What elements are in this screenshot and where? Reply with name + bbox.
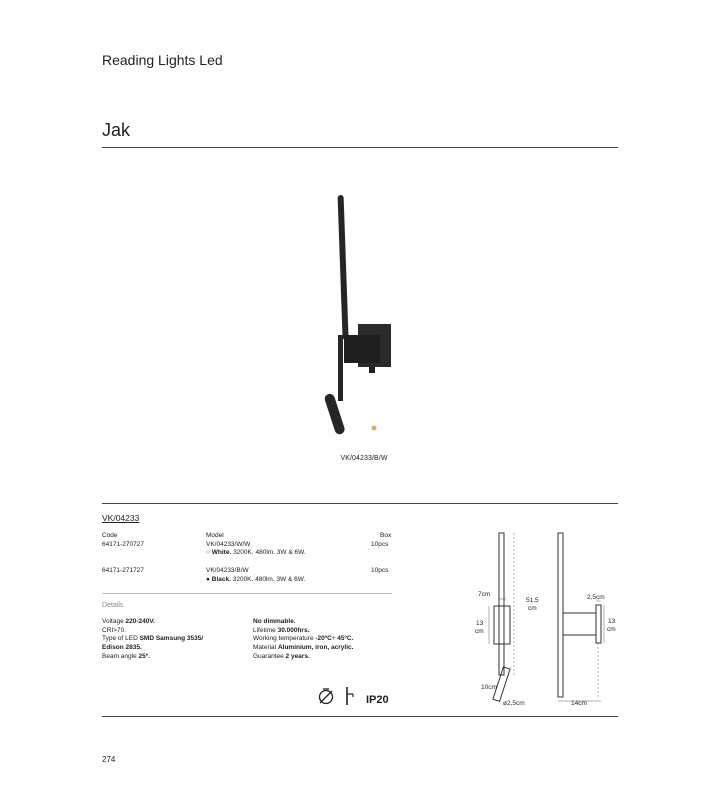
dim-height-box-unit: cm xyxy=(475,628,484,635)
led-value: SMD Samsung 3535/ xyxy=(139,635,204,643)
product-reference: VK/04233 xyxy=(102,513,140,523)
details-right xyxy=(253,618,403,662)
table-row-model: VK/04233/B/W xyxy=(206,567,249,574)
led-value-2: Edison 2835. xyxy=(102,644,142,652)
table-row-code: 64171-271727 xyxy=(102,567,144,574)
dim-diameter: ø2,5cm xyxy=(503,700,525,707)
dim-side-height-unit: cm xyxy=(607,626,616,633)
no-dimmable-icon xyxy=(316,686,336,706)
table-row-code: 64171-270727 xyxy=(102,541,144,548)
table-row-model: VK/04233/W/W xyxy=(206,541,251,548)
dim-height-total: 51,5 xyxy=(526,597,539,604)
lamp-led xyxy=(372,426,377,431)
material-label: Material xyxy=(253,644,277,652)
guarantee-value: 2 years. xyxy=(285,652,310,660)
front-view-bar xyxy=(499,533,504,675)
category-title: Reading Lights Led xyxy=(102,52,223,68)
lamp-tall-arm xyxy=(338,195,349,340)
finish-label: Black. xyxy=(211,576,231,583)
beam-value: 25º. xyxy=(138,652,150,660)
side-view-arm xyxy=(563,613,596,635)
finish-spec: 3200K. 480lm. 3W & 6W. xyxy=(232,576,306,583)
beam-label: Beam angle xyxy=(102,652,137,660)
page-number: 274 xyxy=(102,755,116,764)
voltage-label: Voltage xyxy=(102,618,124,625)
divider xyxy=(102,593,392,594)
lamp-switch xyxy=(369,367,375,373)
side-view-bar xyxy=(558,533,563,697)
wall-light-icon xyxy=(342,685,356,707)
dim-height-box: 13 xyxy=(476,620,484,627)
lifetime-value: 30.000hrs. xyxy=(277,626,310,634)
finish-label: White. xyxy=(211,549,232,556)
side-view-plate xyxy=(596,605,601,643)
divider xyxy=(102,147,618,148)
details-left xyxy=(102,618,232,662)
voltage-value: 220-240V. xyxy=(125,618,155,625)
led-label: Type of LED xyxy=(102,635,138,643)
dim-height-total-unit: cm xyxy=(528,605,537,612)
table-row-finish xyxy=(206,549,306,557)
table-row-box: 10pcs xyxy=(371,541,389,548)
finish-symbol: ● xyxy=(206,576,210,583)
divider xyxy=(102,716,618,717)
divider xyxy=(102,503,618,504)
lifetime-label: Lifetime xyxy=(253,626,276,634)
table-row-finish xyxy=(206,576,305,584)
lamp-lower-stem xyxy=(338,335,343,401)
temp-value: -20ºC÷ 45ºC. xyxy=(315,635,354,643)
finish-spec: 3200K. 480lm. 3W & 6W. xyxy=(233,549,306,556)
col-header-code: Code xyxy=(102,532,118,539)
material-value: Aluminium, iron, acrylic. xyxy=(277,644,354,652)
cri-value: CRI>70. xyxy=(102,626,127,634)
front-view-plate xyxy=(494,606,510,644)
dim-side-depth: 2,5cm xyxy=(587,594,605,601)
dim-side-width: 14cm xyxy=(571,700,587,707)
lamp-body xyxy=(344,335,380,363)
image-caption: VK/04233/B/W xyxy=(340,455,388,462)
dim-side-height: 13 xyxy=(608,618,616,625)
finish-symbol: ○ xyxy=(206,549,210,556)
details-label: Details xyxy=(102,602,124,609)
temp-label: Working temperature xyxy=(253,635,314,643)
col-header-box: Box xyxy=(380,532,392,539)
table-row-box: 10pcs xyxy=(371,567,389,574)
product-photo xyxy=(300,185,420,445)
ip-rating: IP20 xyxy=(366,694,389,706)
dimmable-value: No dimmable. xyxy=(253,618,296,625)
guarantee-label: Guarantee xyxy=(253,652,284,660)
product-title: Jak xyxy=(102,120,131,140)
col-header-model: Model xyxy=(206,532,224,539)
dim-depth-top: 7cm xyxy=(478,591,491,598)
dim-arm: 10cm xyxy=(481,684,497,691)
